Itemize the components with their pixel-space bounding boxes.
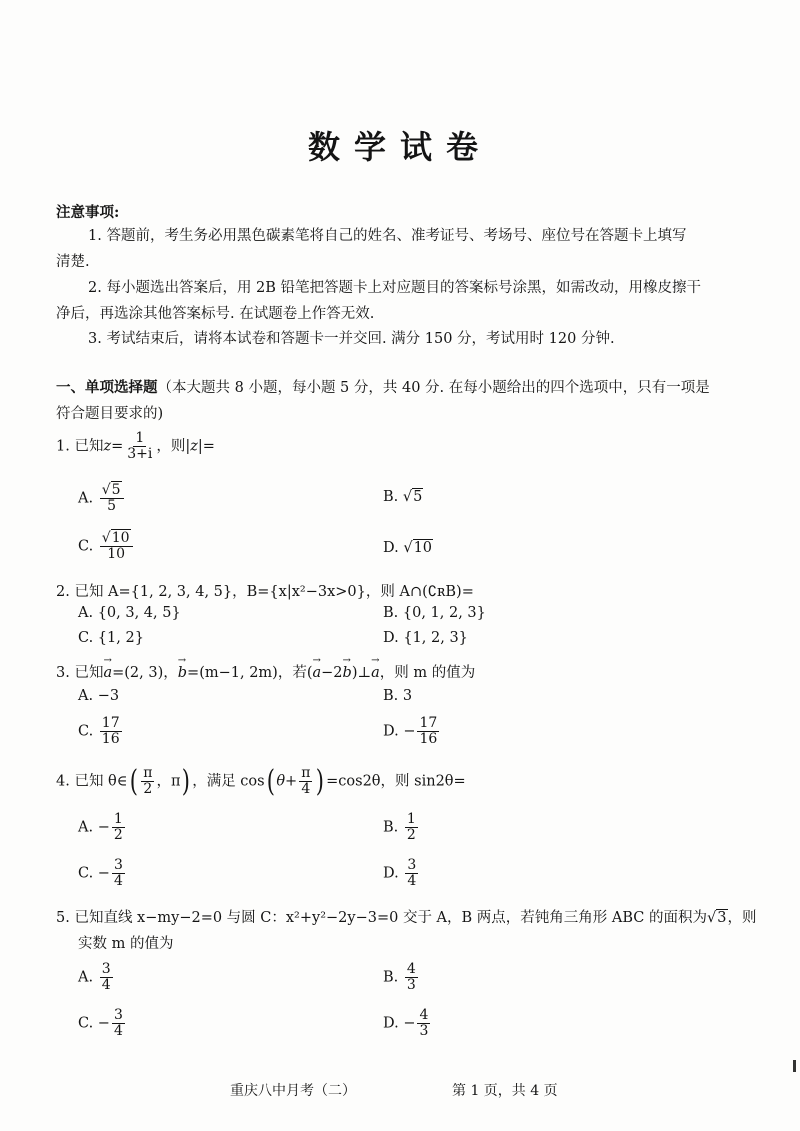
question-1-option-b: B. √5 xyxy=(383,489,423,505)
question-1-option-a: A. $\frac{√5}{5}$ xyxy=(78,483,126,514)
question-4-option-b: B. $\frac{1}{2}$ xyxy=(383,811,416,844)
question-3-option-d: D. − $\frac{17}{16}$ xyxy=(383,715,438,748)
notice-item-2-line-1: 2. 每小题选出答案后，用 2B 铅笔把答题卡上对应题目的答案标号涂黑，如需改动，用橡皮擦干 xyxy=(88,280,702,296)
question-4-option-d: D. $\frac{3}{4}$ xyxy=(383,857,417,890)
question-5-stem-line-2: 实数 m 的值为 xyxy=(78,936,174,952)
question-5-option-d: D. − $\frac{4}{3}$ xyxy=(383,1007,429,1040)
question-3-stem: 3. 已知→ a=(2, 3)，→ b=(m−1, 2m)，若(→ a−2→ b)⊥→ a，则 m 的值为 xyxy=(56,661,475,682)
notice-item-3: 3. 考试结束后，请将本试卷和答题卡一并交回. 满分 150 分，考试用时 120 分钟. xyxy=(88,331,615,347)
question-2-option-c: C. {1, 2} xyxy=(78,630,144,646)
question-2-option-b: B. {0, 1, 2, 3} xyxy=(383,605,486,621)
question-4-option-a: A. − $\frac{1}{2}$ xyxy=(78,811,123,844)
question-3-option-a: A. −3 xyxy=(78,688,120,704)
notice-item-1-line-1: 1. 答题前，考生务必用黑色碳素笔将自己的姓名、准考证号、考场号、座位号在答题卡上填写 xyxy=(88,228,687,244)
question-3-option-c: C. $\frac{17}{16}$ xyxy=(78,715,120,748)
edge-mark xyxy=(793,1060,796,1072)
question-5-option-b: B. $\frac{4}{3}$ xyxy=(383,961,416,994)
question-3-option-b: B. 3 xyxy=(383,688,413,704)
page-title: 数学试卷 xyxy=(307,128,492,166)
footer-page-number: 第 1 页，共 4 页 xyxy=(452,1083,558,1099)
question-2-option-d: D. {1, 2, 3} xyxy=(383,630,468,646)
question-5-option-a: A. $\frac{3}{4}$ xyxy=(78,961,111,994)
question-1-option-c: C. $\frac{√10}{10}$ xyxy=(78,531,135,562)
question-5-option-c: C. − $\frac{3}{4}$ xyxy=(78,1007,123,1040)
notice-item-1-line-2: 清楚. xyxy=(56,254,90,270)
section-1-line-1 xyxy=(56,376,710,397)
question-2-option-a: A. {0, 3, 4, 5} xyxy=(78,605,181,621)
footer-exam-name: 重庆八中月考（二） xyxy=(230,1083,356,1099)
notice-item-2-line-2: 净后，再选涂其他答案标号. 在试题卷上作答无效. xyxy=(56,306,375,322)
fraction: $\frac{1}{3+i}$ xyxy=(127,430,153,463)
section-1-heading: 一、单项选择题 xyxy=(56,379,158,396)
section-1-desc: （本大题共 8 小题，每小题 5 分，共 40 分. 在每小题给出的四个选项中，只有一项是 xyxy=(157,380,710,396)
question-5-stem-line-1: 5. 已知直线 x−my−2=0 与圆 C：x²+y²−2y−3=0 交于 A，B 两点，若钝角三角形 ABC 的面积为√3，则 xyxy=(56,910,757,926)
question-2-stem: 2. 已知 A={1, 2, 3, 4, 5}，B={x|x²−3x>0}，则 A∩(∁ʀB)= xyxy=(56,584,474,600)
question-4-option-c: C. − $\frac{3}{4}$ xyxy=(78,857,123,890)
section-1-desc-line-2: 符合题目要求的) xyxy=(56,406,164,422)
question-1-option-d: D. √10 xyxy=(383,540,433,556)
question-4-stem: 4. 已知 θ∈( $\frac{\pi}{2}$ ，π) ，满足 cos( θ+ $\frac{\pi}{4}$ ) =cos2θ，则 sin2θ= xyxy=(56,763,466,799)
notice-heading: 注意事项: xyxy=(56,204,120,221)
question-1-stem: 1. 已知z= $\frac{1}{3+i}$ ，则|z|= xyxy=(56,430,215,463)
